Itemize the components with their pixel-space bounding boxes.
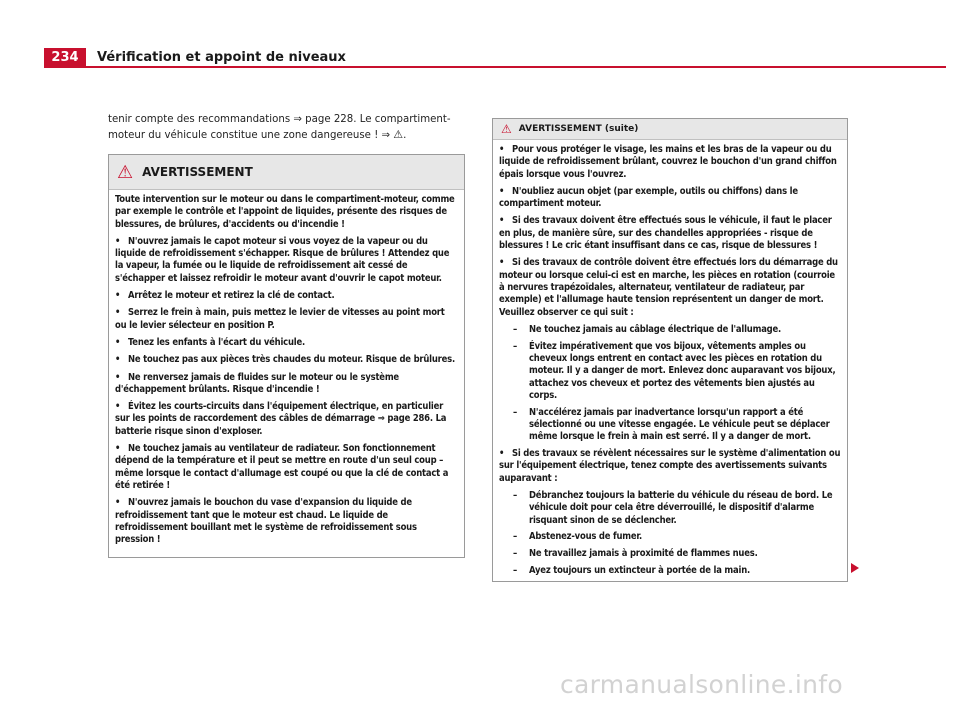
watermark: carmanualsonline.info [560,670,843,699]
page-title: Vérification et appoint de niveaux [97,50,346,65]
sub-list-item: – Évitez impérativement que vos bijoux, vêtements amples ou cheveux longs entrent en contact avec les pièces en rotation du moteur. Il y a danger de mort. Enlevez donc auparavant vos bijoux, attachez vos cheveux et portez des vêtements bien ajustés au corps. [513,340,836,401]
warning-triangle-icon: ⚠ [117,161,134,183]
list-item: • Ne renversez jamais de fluides sur le moteur ou le système d'échappement brûlants. Risque d'incendie ! [115,371,399,395]
list-item: • Tenez les enfants à l'écart du véhicule. [115,336,305,348]
warning-box-right [492,118,848,582]
list-item: • Si des travaux se révèlent nécessaires sur le système d'alimentation ou sur l'équipement électrique, tenez compte des avertissements suivants auparavant : [499,448,841,484]
page-header [0,48,946,67]
warning-box-left [108,154,465,558]
list-item: • Serrez le frein à main, puis mettez le levier de vitesses au point mort ou le levier sélecteur en position P. [115,307,445,331]
warning-title: AVERTISSEMENT [142,165,253,179]
list-item: • Arrêtez le moteur et retirez la clé de contact. [115,290,335,302]
intro-end: . [403,129,407,141]
warning-body-right [493,140,847,577]
list-item: • Évitez les courts-circuits dans l'équipement électrique, en particulier sur les points de raccordement des câbles de démarrage ⇒ page 286. La batterie risque sinon d'exploser. [115,401,447,437]
list-item: • Ne touchez pas aux pièces très chaudes du moteur. Risque de brûlures. [115,354,455,366]
list-item: • Ne touchez jamais au ventilateur de radiateur. Son fonctionnement dépend de la température et il peut se mettre en route d'un seul coup – même lorsque le contact d'allumage est coupé ou que la clé de contact a été retirée ! [115,443,449,491]
sub-list-item: – Ayez toujours un extincteur à portée de la main. [513,564,750,576]
page-number: 234 [44,48,86,67]
warning-ref-icon: ⚠ [393,127,404,141]
warning-body-left [109,190,464,546]
list-item: • N'oubliez aucun objet (par exemple, outils ou chiffons) dans le compartiment moteur. [499,185,798,210]
warning-lead: Toute intervention sur le moteur ou dans le compartiment-moteur, comme par exemple le contrôle et l'appoint de liquides, présente des risques de blessures, de brûlures, d'accidents ou d'incendie ! [115,194,455,230]
intro-text: tenir compte des recommandations ⇒ page 228. Le compartiment-moteur du véhicule constitue une zone dangereuse ! ⇒ [108,114,451,141]
sub-list-item: – Abstenez-vous de fumer. [513,531,643,543]
list-item: • N'ouvrez jamais le capot moteur si vous voyez de la vapeur ou du liquide de refroidissement s'échapper. Risque de brûlures ! Attendez que la vapeur, la fumée ou le liquide de refroidissement ait cessé de s'échapper et laissez refroidir le moteur avant d'ouvrir le capot moteur. [115,235,450,284]
list-item: • N'ouvrez jamais le bouchon du vase d'expansion du liquide de refroidissement tant que le moteur est chaud. Le liquide de refroidissement bouillant met le système de refroidissement sous pression ! [115,497,417,546]
warning-box-header [109,155,464,190]
warning-triangle-icon: ⚠ [501,122,512,136]
header-rule [44,66,946,68]
continue-arrow-icon [851,563,859,573]
warning-title: AVERTISSEMENT (suite) [518,124,639,134]
list-item: • Pour vous protéger le visage, les mains et les bras de la vapeur ou du liquide de refroidissement brûlant, couvrez le bouchon d'un grand chiffon épais lorsque vous l'ouvrez. [499,144,837,180]
sub-list-item: – Débranchez toujours la batterie du véhicule du réseau de bord. Le véhicule doit pour cela être déverrouillé, le dispositif d'alarme risquant sinon de se déclencher. [513,489,833,526]
list-item: • Si des travaux de contrôle doivent être effectués lors du démarrage du moteur ou lorsque celui-ci est en marche, les pièces en rotation (courroie à nervures trapézoïdales, alternateur, ventilateur de radiateur, par exemple) et l'allumage haute tension représentent un danger de mort. Veuillez observer ce qui suit : [499,257,838,318]
intro-paragraph [108,113,468,143]
warning-box-header [493,119,847,140]
sub-list-item: – Ne touchez jamais au câblage électrique de l'allumage. [513,323,782,335]
sub-list-item: – Ne travaillez jamais à proximité de flammes nues. [513,548,758,560]
sub-list-item: – N'accélérez jamais par inadvertance lorsqu'un rapport a été sélectionné ou une vitesse engagée. Le véhicule peut se déplacer même lorsque le frein à main est serré. Il y a danger de mort. [513,406,830,443]
list-item: • Si des travaux doivent être effectués sous le véhicule, il faut le placer en plus, de manière sûre, sur des chandelles appropriées - risque de blessures ! Le cric étant insuffisant dans ce cas, risque de blessures ! [499,215,832,252]
